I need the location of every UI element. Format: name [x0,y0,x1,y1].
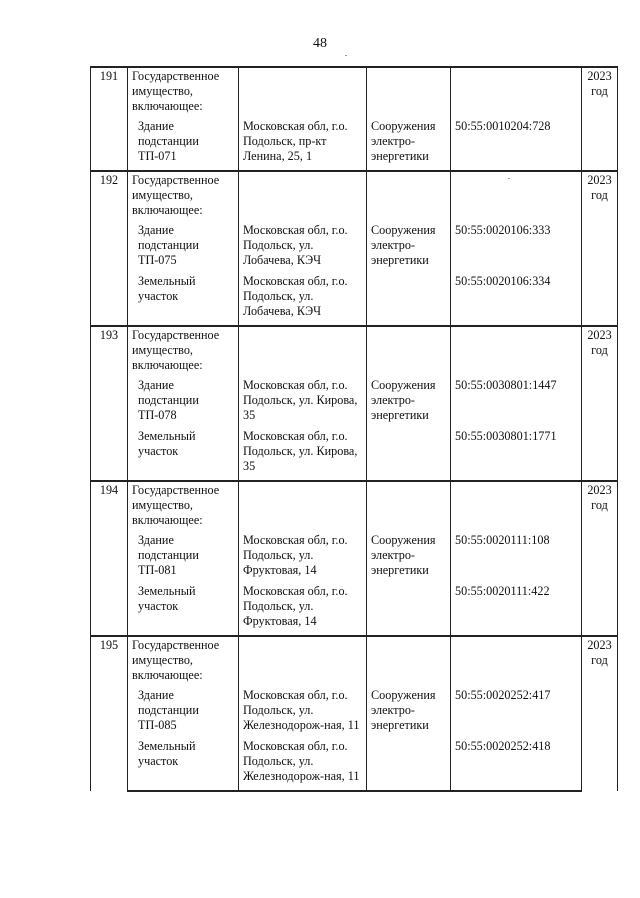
registry-item-row [91,739,618,791]
object-name: Здание подстанции ТП-085 [128,688,239,739]
cadastral-number: 50:55:0030801:1771 [451,429,582,481]
object-address: Московская обл, г.о. Подольск, ул. Кирова, 35 [239,429,367,481]
cadastral-number: 50:55:0020111:422 [451,584,582,636]
registry-item-row [91,378,618,429]
registry-item-row [91,274,618,326]
address-cell-empty [239,171,367,223]
object-address: Московская обл, г.о. Подольск, пр-кт Ленина, 25, 1 [239,119,367,171]
object-name: Земельный участок [128,584,239,636]
cadastral-number: 50:55:0020111:108 [451,533,582,584]
object-type: Сооружения электро-энергетики [367,223,451,274]
year-cell: 2023 год [582,171,618,326]
registry-group-row [91,171,618,223]
object-address: Московская обл, г.о. Подольск, ул. Железнодорож-ная, 11 [239,688,367,739]
address-cell-empty [239,636,367,688]
registry-group-row [91,481,618,533]
cadastral-cell-empty [451,326,582,378]
cadastral-number: 50:55:0030801:1447 [451,378,582,429]
object-address: Московская обл, г.о. Подольск, ул. Кирова, 35 [239,378,367,429]
cadastral-cell-empty [451,481,582,533]
object-type: Сооружения электро-энергетики [367,533,451,584]
object-type: Сооружения электро-энергетики [367,378,451,429]
cadastral-cell-empty [451,67,582,119]
object-address: Московская обл, г.о. Подольск, ул. Лобачева, КЭЧ [239,223,367,274]
cadastral-number: 50:55:0020106:333 [451,223,582,274]
property-registry-table [90,66,618,792]
entry-number: 193 [91,326,128,481]
registry-group-row [91,636,618,688]
page-number: 48 [313,36,327,51]
object-name: Здание подстанции ТП-075 [128,223,239,274]
object-name: Здание подстанции ТП-071 [128,119,239,171]
object-address: Московская обл, г.о. Подольск, ул. Железнодорож-ная, 11 [239,739,367,791]
object-name: Земельный участок [128,429,239,481]
entry-number: 194 [91,481,128,636]
address-cell-empty [239,67,367,119]
object-name: Земельный участок [128,274,239,326]
registry-item-row [91,119,618,171]
object-type [367,429,451,481]
group-header-text: Государственное имущество, включающее: [128,171,239,223]
type-cell-empty [367,67,451,119]
year-cell: 2023 год [582,636,618,791]
object-address: Московская обл, г.о. Подольск, ул. Лобачева, КЭЧ [239,274,367,326]
registry-group-row [91,67,618,119]
object-name: Здание подстанции ТП-078 [128,378,239,429]
group-header-text: Государственное имущество, включающее: [128,67,239,119]
cadastral-number: 50:55:0020106:334 [451,274,582,326]
scan-speck [345,55,347,56]
registry-group-row [91,326,618,378]
object-type: Сооружения электро-энергетики [367,688,451,739]
type-cell-empty [367,481,451,533]
object-address: Московская обл, г.о. Подольск, ул. Фруктовая, 14 [239,584,367,636]
year-cell: 2023 год [582,67,618,171]
year-cell: 2023 год [582,481,618,636]
type-cell-empty [367,326,451,378]
registry-item-row [91,533,618,584]
group-header-text: Государственное имущество, включающее: [128,636,239,688]
cadastral-cell-empty [451,636,582,688]
object-type [367,584,451,636]
group-header-text: Государственное имущество, включающее: [128,481,239,533]
object-name: Здание подстанции ТП-081 [128,533,239,584]
object-type: Сооружения электро-энергетики [367,119,451,171]
cadastral-cell-empty [451,171,582,223]
registry-item-row [91,584,618,636]
cadastral-number: 50:55:0020252:418 [451,739,582,791]
type-cell-empty [367,171,451,223]
registry-item-row [91,688,618,739]
address-cell-empty [239,481,367,533]
registry-item-row [91,429,618,481]
object-name: Земельный участок [128,739,239,791]
entry-number: 195 [91,636,128,791]
object-type [367,274,451,326]
registry-table-body [91,67,618,791]
cadastral-number: 50:55:0010204:728 [451,119,582,171]
year-cell: 2023 год [582,326,618,481]
object-type [367,739,451,791]
cadastral-number: 50:55:0020252:417 [451,688,582,739]
type-cell-empty [367,636,451,688]
address-cell-empty [239,326,367,378]
entry-number: 191 [91,67,128,171]
entry-number: 192 [91,171,128,326]
group-header-text: Государственное имущество, включающее: [128,326,239,378]
object-address: Московская обл, г.о. Подольск, ул. Фруктовая, 14 [239,533,367,584]
registry-item-row [91,223,618,274]
